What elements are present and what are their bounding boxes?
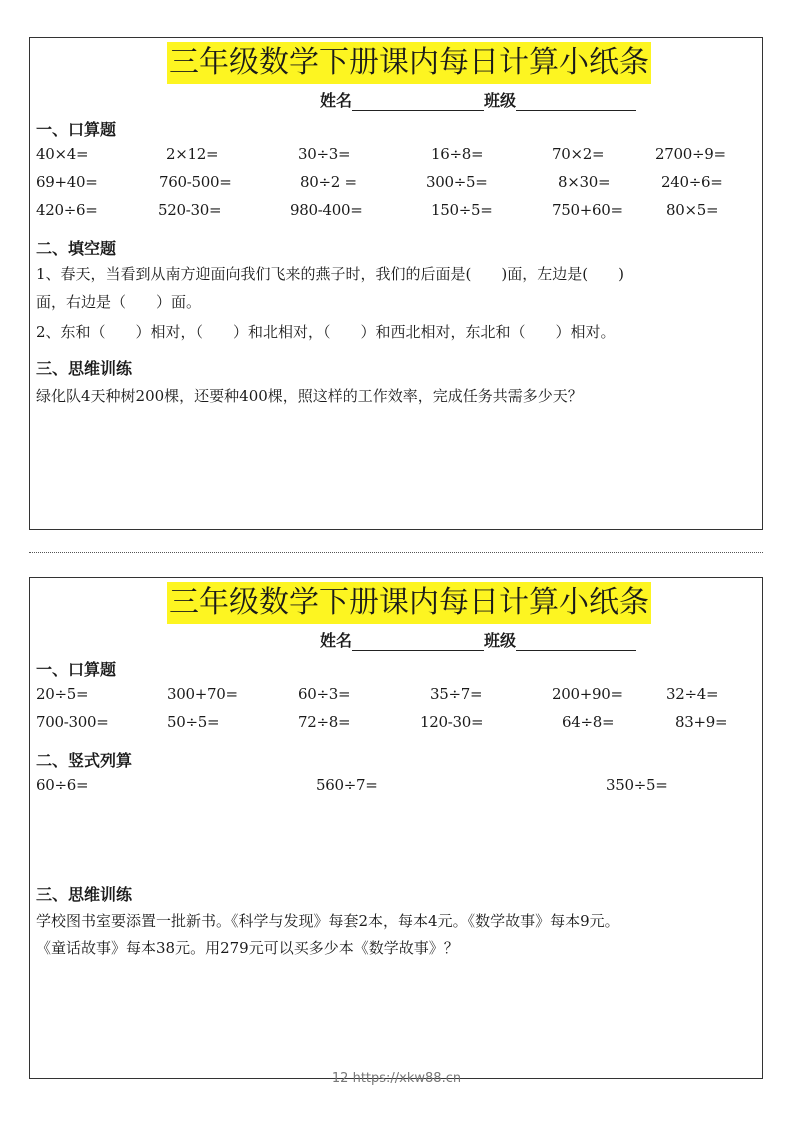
think-question-line: 学校图书室要添置一批新书。《科学与发现》每套2本，每本4元。《数学故事》每本9元。 <box>36 912 620 930</box>
worksheet-card-2 <box>29 577 763 1079</box>
cut-line <box>29 552 763 553</box>
oral-item: 150÷5= <box>431 201 493 219</box>
oral-item: 700-300= <box>36 713 109 731</box>
name-blank[interactable] <box>352 632 484 651</box>
oral-item: 70×2= <box>552 145 605 163</box>
oral-item: 8×30= <box>558 173 611 191</box>
oral-item: 80÷2 = <box>300 173 357 191</box>
oral-item: 2×12= <box>166 145 219 163</box>
class-label: 班级 <box>484 631 517 650</box>
oral-item: 64÷8= <box>562 713 615 731</box>
worksheet-title: 三年级数学下册课内每日计算小纸条 <box>167 42 651 84</box>
think-question-line: 《童话故事》每本38元。用279元可以买多少本《数学故事》？ <box>36 939 459 957</box>
oral-item: 750+60= <box>552 201 623 219</box>
oral-item: 120-30= <box>420 713 484 731</box>
fill-question-line: 1、春天，当看到从南方迎面向我们飞来的燕子时，我们的后面是( )面，左边是( ) <box>36 265 624 283</box>
oral-item: 32÷4= <box>666 685 719 703</box>
oral-item: 200+90= <box>552 685 623 703</box>
oral-item: 60÷3= <box>298 685 351 703</box>
worksheet-title: 三年级数学下册课内每日计算小纸条 <box>167 582 651 624</box>
name-blank[interactable] <box>352 92 484 111</box>
name-class-row <box>320 88 636 111</box>
class-blank[interactable] <box>516 632 636 651</box>
vertical-item: 560÷7= <box>316 776 378 794</box>
name-label: 姓名 <box>320 91 353 110</box>
vertical-item: 60÷6= <box>36 776 89 794</box>
oral-item: 50÷5= <box>167 713 220 731</box>
oral-item: 69+40= <box>36 173 98 191</box>
fill-question-line: 面，右边是（ ）面。 <box>36 293 202 311</box>
oral-item: 2700÷9= <box>655 145 726 163</box>
section-oral-title: 一、口算题 <box>36 660 117 679</box>
section-oral-title: 一、口算题 <box>36 120 117 139</box>
oral-item: 980-400= <box>290 201 363 219</box>
name-label: 姓名 <box>320 631 353 650</box>
name-class-row <box>320 628 636 651</box>
oral-item: 300+70= <box>167 685 238 703</box>
oral-item: 72÷8= <box>298 713 351 731</box>
section-fill-title: 二、填空题 <box>36 239 117 258</box>
oral-item: 760-500= <box>159 173 232 191</box>
fill-question-line: 2、东和（ ）相对，（ ）和北相对，（ ）和西北相对，东北和（ ）相对。 <box>36 323 616 341</box>
oral-item: 16÷8= <box>431 145 484 163</box>
class-blank[interactable] <box>516 92 636 111</box>
oral-item: 420÷6= <box>36 201 98 219</box>
oral-item: 80×5= <box>666 201 719 219</box>
oral-item: 20÷5= <box>36 685 89 703</box>
class-label: 班级 <box>484 91 517 110</box>
oral-item: 40×4= <box>36 145 89 163</box>
think-question: 绿化队4天种树200棵，还要种400棵，照这样的工作效率，完成任务共需多少天？ <box>36 387 583 405</box>
oral-item: 300÷5= <box>426 173 488 191</box>
page-footer: 12 https://xkw88.cn <box>331 1071 462 1086</box>
oral-item: 240÷6= <box>661 173 723 191</box>
vertical-item: 350÷5= <box>606 776 668 794</box>
worksheet-card-1 <box>29 37 763 530</box>
section-think-title: 三、思维训练 <box>36 885 133 904</box>
section-vertical-title: 二、竖式列算 <box>36 751 133 770</box>
oral-item: 520-30= <box>158 201 222 219</box>
section-think-title: 三、思维训练 <box>36 359 133 378</box>
oral-item: 83+9= <box>675 713 728 731</box>
oral-item: 30÷3= <box>298 145 351 163</box>
oral-item: 35÷7= <box>430 685 483 703</box>
